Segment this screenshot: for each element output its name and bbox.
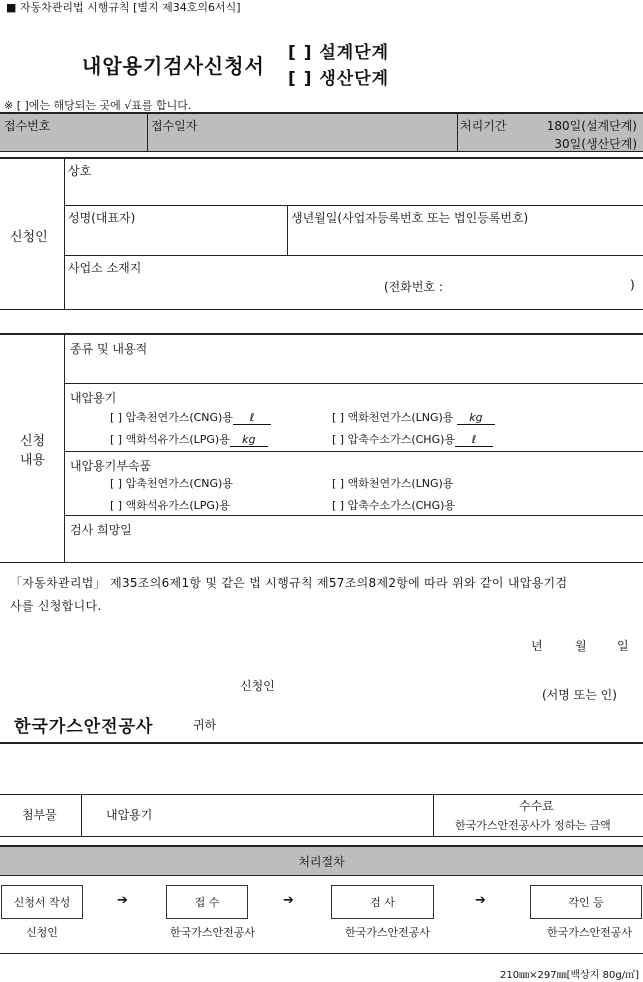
step-reception-label: 접 수 [194, 896, 220, 909]
processing-period-production: 30일(생산단계) [554, 137, 637, 151]
parts-chg-option[interactable]: [ ] 압축수소가스(CHG)용 [332, 499, 456, 512]
vessel-parts-label: 내압용기부속품 [70, 459, 152, 473]
parts-lpg-option[interactable]: [ ] 액화석유가스(LPG)용 [110, 499, 230, 512]
vessel-lpg-option[interactable] [110, 431, 268, 447]
processing-period-design: 180일(설계단계) [546, 119, 637, 133]
date-month-label: 월 [575, 639, 587, 653]
company-name-label: 상호 [68, 164, 92, 178]
step-reception-actor: 한국가스안전공사 [170, 926, 256, 939]
vessel-chg-option[interactable] [332, 431, 493, 447]
name-birth-divider [287, 205, 288, 255]
step-inspection-actor: 한국가스안전공사 [345, 926, 431, 939]
declaration-bottom-border [0, 742, 643, 744]
step-application [1, 885, 83, 919]
vessel-lng-option[interactable] [332, 409, 495, 425]
vessel-cng-label: [ ] 압축천연가스(CNG)용 [110, 411, 233, 424]
attachments-fee-divider [433, 794, 434, 836]
vessel-lpg-unit: kg [230, 433, 268, 447]
receipt-number-label: 접수번호 [4, 119, 51, 133]
vessel-lng-label: [ ] 액화천연가스(LNG)용 [332, 411, 454, 424]
step-inspection-label: 검 사 [370, 896, 395, 909]
stage-design-checkbox[interactable]: [ ] 설계단계 [288, 43, 390, 63]
step-reception [166, 885, 248, 919]
attachments-label: 첨부물 [22, 808, 57, 822]
parts-lng-option[interactable]: [ ] 액화천연가스(LNG)용 [332, 477, 454, 490]
fee-value: 한국가스안전공사가 정하는 금액 [455, 819, 611, 832]
birth-registration-label: 생년월일(사업자등록번호 또는 법인등록번호) [291, 211, 529, 225]
date-day-label: 일 [617, 639, 629, 653]
signature-label: (서명 또는 인) [542, 688, 617, 702]
arrow-right-icon: ➔ [475, 893, 486, 908]
parts-cng-option[interactable]: [ ] 압축천연가스(CNG)용 [110, 477, 233, 490]
paper-spec: 210㎜×297㎜[백상지 80g/㎡] [500, 970, 639, 981]
receipt-top-border [0, 112, 643, 114]
signer-label: 신청인 [240, 679, 275, 693]
receipt-divider-2 [457, 113, 458, 151]
receipt-divider-1 [147, 113, 148, 151]
step-engraving-actor: 한국가스안전공사 [547, 926, 633, 939]
check-instruction: ※ [ ]에는 해당되는 곳에 √표를 합니다. [4, 99, 192, 112]
receipt-bottom-border [0, 151, 643, 152]
parts-row-border [64, 515, 643, 516]
arrow-right-icon: ➔ [117, 893, 128, 908]
step-engraving-label: 각인 등 [568, 896, 604, 909]
procedure-header-label: 처리절차 [298, 854, 345, 869]
inspection-date-label: 검사 희망일 [70, 523, 132, 537]
name-row-border [64, 255, 643, 256]
applicant-label-divider [64, 158, 65, 310]
applicant-top-border [0, 157, 643, 159]
business-address-label: 사업소 소재지 [68, 261, 142, 275]
phone-number-label: (전화번호 : [384, 280, 443, 294]
request-bottom-border [0, 562, 643, 563]
recipient-honorific: 귀하 [193, 718, 217, 732]
arrow-right-icon: ➔ [283, 893, 294, 908]
receipt-date-label: 접수일자 [151, 119, 198, 133]
form-reference: ■ 자동차관리법 시행규칙 [별지 제34호의6서식] [6, 1, 241, 14]
request-section-label-2: 내용 [20, 453, 46, 468]
step-inspection [331, 885, 434, 919]
step-application-actor: 신청인 [26, 926, 58, 939]
attachments-bottom-border [0, 836, 643, 837]
form-title: 내압용기검사신청서 [82, 54, 265, 78]
procedure-header [0, 847, 643, 875]
applicant-bottom-border [0, 309, 643, 310]
type-row-border [64, 383, 643, 384]
step-engraving [530, 885, 642, 919]
vessel-cng-unit: ℓ [233, 411, 271, 425]
date-year-label: 년 [531, 639, 543, 653]
vessel-row-border [64, 451, 643, 452]
vessel-cng-option[interactable] [110, 409, 271, 425]
applicant-section-label: 신청인 [10, 230, 48, 245]
company-row-border [64, 205, 643, 206]
procedure-bottom-border [0, 953, 643, 954]
type-capacity-label: 종류 및 내용적 [70, 342, 148, 356]
attachments-item: 내압용기 [106, 808, 153, 822]
attachments-label-divider [81, 794, 82, 836]
vessel-lpg-label: [ ] 액화석유가스(LPG)용 [110, 433, 230, 446]
step-application-label: 신청서 작성 [13, 896, 71, 909]
pressure-vessel-label: 내압용기 [70, 391, 117, 405]
procedure-header-border [0, 875, 643, 876]
stage-production-checkbox[interactable]: [ ] 생산단계 [288, 69, 390, 89]
recipient-name: 한국가스안전공사 [14, 717, 154, 737]
vessel-lng-unit: kg [457, 411, 495, 425]
processing-period-label: 처리기간 [460, 119, 507, 133]
representative-name-label: 성명(대표자) [68, 211, 136, 225]
request-label-divider [64, 334, 65, 562]
declaration-line-1: 「자동차관리법」 제35조의6제1항 및 같은 법 시행규칙 제57조의8제2항에 따라 위와 같이 내압용기검 [10, 576, 568, 590]
vessel-chg-label: [ ] 압축수소가스(CHG)용 [332, 433, 456, 446]
declaration-line-2: 사를 신청합니다. [10, 599, 102, 613]
request-section-label-1: 신청 [20, 434, 46, 449]
request-top-border [0, 333, 643, 335]
phone-number-close: ) [630, 278, 635, 292]
attachments-top-border [0, 794, 643, 795]
vessel-chg-unit: ℓ [455, 433, 493, 447]
fee-label: 수수료 [519, 799, 554, 813]
